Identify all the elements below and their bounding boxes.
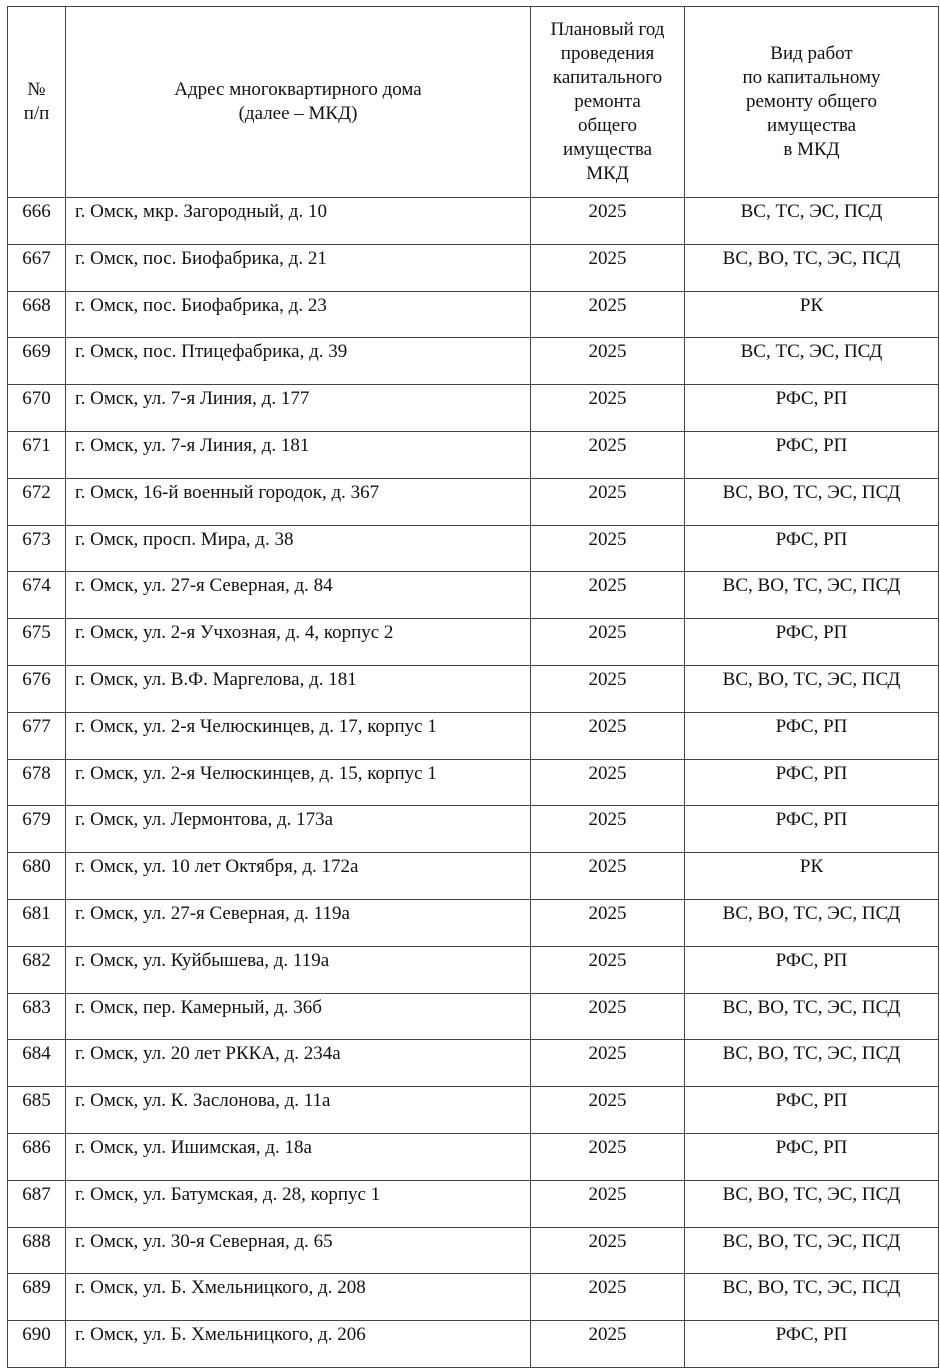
header-address	[66, 7, 531, 198]
row-number: 673	[8, 525, 66, 572]
row-planned-year: 2025	[531, 665, 685, 712]
row-address: г. Омск, ул. 2-я Челюскинцев, д. 15, корпус 1	[66, 759, 531, 806]
row-number: 689	[8, 1274, 66, 1321]
row-number: 670	[8, 385, 66, 432]
row-planned-year: 2025	[531, 853, 685, 900]
row-work-type: РК	[685, 291, 939, 338]
row-number: 687	[8, 1180, 66, 1227]
row-number: 681	[8, 899, 66, 946]
row-address: г. Омск, ул. Лермонтова, д. 173а	[66, 806, 531, 853]
table-row	[8, 853, 939, 900]
header-planned-year	[531, 7, 685, 198]
row-address: г. Омск, ул. 2-я Челюскинцев, д. 17, корпус 1	[66, 712, 531, 759]
row-address: г. Омск, ул. В.Ф. Маргелова, д. 181	[66, 665, 531, 712]
row-work-type: РФС, РП	[685, 759, 939, 806]
row-planned-year: 2025	[531, 478, 685, 525]
row-number: 671	[8, 431, 66, 478]
table-row	[8, 431, 939, 478]
header-line: МКД	[586, 163, 629, 184]
row-number: 666	[8, 198, 66, 245]
table-row	[8, 993, 939, 1040]
header-line: п/п	[23, 103, 50, 124]
row-work-type: РФС, РП	[685, 385, 939, 432]
row-planned-year: 2025	[531, 1274, 685, 1321]
capital-repair-table	[7, 6, 939, 1368]
row-work-type: РФС, РП	[685, 431, 939, 478]
row-number: 679	[8, 806, 66, 853]
row-address: г. Омск, ул. Куйбышева, д. 119а	[66, 946, 531, 993]
row-address: г. Омск, ул. Ишимская, д. 18а	[66, 1133, 531, 1180]
row-number: 684	[8, 1040, 66, 1087]
header-line: общего	[577, 115, 638, 136]
row-number: 672	[8, 478, 66, 525]
row-planned-year: 2025	[531, 244, 685, 291]
table-row	[8, 291, 939, 338]
row-work-type: ВС, ВО, ТС, ЭС, ПСД	[685, 1040, 939, 1087]
row-address: г. Омск, пер. Камерный, д. 36б	[66, 993, 531, 1040]
table-row	[8, 1321, 939, 1368]
header-line: имущества	[766, 115, 857, 136]
table-row	[8, 1274, 939, 1321]
table-row	[8, 619, 939, 666]
row-address: г. Омск, ул. 30-я Северная, д. 65	[66, 1227, 531, 1274]
row-planned-year: 2025	[531, 619, 685, 666]
row-address: г. Омск, ул. 7-я Линия, д. 181	[66, 431, 531, 478]
row-number: 690	[8, 1321, 66, 1368]
table-row	[8, 385, 939, 432]
table-row	[8, 946, 939, 993]
row-address: г. Омск, ул. 27-я Северная, д. 119а	[66, 899, 531, 946]
row-number: 680	[8, 853, 66, 900]
row-work-type: ВС, ВО, ТС, ЭС, ПСД	[685, 993, 939, 1040]
row-planned-year: 2025	[531, 525, 685, 572]
table-row	[8, 244, 939, 291]
header-line: Адрес многоквартирного дома	[174, 79, 422, 100]
row-address: г. Омск, ул. 20 лет РККА, д. 234а	[66, 1040, 531, 1087]
table-row	[8, 1227, 939, 1274]
header-line: №	[27, 79, 46, 100]
row-work-type: ВС, ВО, ТС, ЭС, ПСД	[685, 1227, 939, 1274]
row-work-type: ВС, ТС, ЭС, ПСД	[685, 198, 939, 245]
row-address: г. Омск, ул. 2-я Учхозная, д. 4, корпус 2	[66, 619, 531, 666]
row-address: г. Омск, пос. Биофабрика, д. 21	[66, 244, 531, 291]
header-line: (далее – МКД)	[238, 103, 358, 124]
row-work-type: ВС, ВО, ТС, ЭС, ПСД	[685, 1274, 939, 1321]
row-work-type: ВС, ВО, ТС, ЭС, ПСД	[685, 665, 939, 712]
row-work-type: РФС, РП	[685, 619, 939, 666]
row-number: 685	[8, 1087, 66, 1134]
row-work-type: ВС, ВО, ТС, ЭС, ПСД	[685, 478, 939, 525]
header-line: Плановый год	[550, 19, 665, 40]
table-row	[8, 338, 939, 385]
row-number: 675	[8, 619, 66, 666]
row-planned-year: 2025	[531, 1321, 685, 1368]
row-planned-year: 2025	[531, 198, 685, 245]
row-work-type: РФС, РП	[685, 712, 939, 759]
row-address: г. Омск, ул. Батумская, д. 28, корпус 1	[66, 1180, 531, 1227]
row-address: г. Омск, ул. 7-я Линия, д. 177	[66, 385, 531, 432]
table-row	[8, 665, 939, 712]
row-address: г. Омск, ул. 27-я Северная, д. 84	[66, 572, 531, 619]
row-work-type: РФС, РП	[685, 525, 939, 572]
row-planned-year: 2025	[531, 759, 685, 806]
row-work-type: ВС, ВО, ТС, ЭС, ПСД	[685, 244, 939, 291]
row-work-type: РК	[685, 853, 939, 900]
row-work-type: РФС, РП	[685, 1133, 939, 1180]
row-work-type: РФС, РП	[685, 1321, 939, 1368]
row-planned-year: 2025	[531, 1133, 685, 1180]
row-address: г. Омск, ул. Б. Хмельницкого, д. 206	[66, 1321, 531, 1368]
header-line: капитального	[552, 67, 663, 88]
row-planned-year: 2025	[531, 1040, 685, 1087]
table-row	[8, 198, 939, 245]
header-line: проведения	[560, 43, 655, 64]
row-number: 677	[8, 712, 66, 759]
row-number: 682	[8, 946, 66, 993]
row-number: 683	[8, 993, 66, 1040]
row-work-type: РФС, РП	[685, 946, 939, 993]
row-planned-year: 2025	[531, 1227, 685, 1274]
row-work-type: ВС, ВО, ТС, ЭС, ПСД	[685, 899, 939, 946]
header-line: ремонта	[574, 91, 641, 112]
row-planned-year: 2025	[531, 899, 685, 946]
table-row	[8, 712, 939, 759]
row-number: 668	[8, 291, 66, 338]
header-line: Вид работ	[770, 43, 853, 64]
row-number: 676	[8, 665, 66, 712]
row-planned-year: 2025	[531, 1180, 685, 1227]
table-row	[8, 1180, 939, 1227]
table-row	[8, 759, 939, 806]
row-address: г. Омск, ул. 10 лет Октября, д. 172а	[66, 853, 531, 900]
row-work-type: РФС, РП	[685, 806, 939, 853]
row-number: 678	[8, 759, 66, 806]
row-planned-year: 2025	[531, 291, 685, 338]
row-address: г. Омск, ул. К. Заслонова, д. 11а	[66, 1087, 531, 1134]
row-number: 674	[8, 572, 66, 619]
row-planned-year: 2025	[531, 385, 685, 432]
header-work-type	[685, 7, 939, 198]
row-address: г. Омск, ул. Б. Хмельницкого, д. 208	[66, 1274, 531, 1321]
table-row	[8, 806, 939, 853]
row-planned-year: 2025	[531, 572, 685, 619]
row-planned-year: 2025	[531, 946, 685, 993]
table-row	[8, 1087, 939, 1134]
row-work-type: ВС, ТС, ЭС, ПСД	[685, 338, 939, 385]
row-planned-year: 2025	[531, 1087, 685, 1134]
header-line: имущества	[562, 139, 653, 160]
table-row	[8, 899, 939, 946]
row-planned-year: 2025	[531, 712, 685, 759]
table-row	[8, 478, 939, 525]
header-number	[8, 7, 66, 198]
header-line: по капитальному	[742, 67, 881, 88]
row-work-type: ВС, ВО, ТС, ЭС, ПСД	[685, 1180, 939, 1227]
table-row	[8, 1133, 939, 1180]
table-body	[8, 198, 939, 1368]
table-row	[8, 572, 939, 619]
row-planned-year: 2025	[531, 806, 685, 853]
row-address: г. Омск, мкр. Загородный, д. 10	[66, 198, 531, 245]
table-row	[8, 525, 939, 572]
row-planned-year: 2025	[531, 338, 685, 385]
row-number: 688	[8, 1227, 66, 1274]
row-work-type: РФС, РП	[685, 1087, 939, 1134]
row-planned-year: 2025	[531, 993, 685, 1040]
table-header-row	[8, 7, 939, 198]
row-address: г. Омск, просп. Мира, д. 38	[66, 525, 531, 572]
row-address: г. Омск, пос. Птицефабрика, д. 39	[66, 338, 531, 385]
header-line: ремонту общего	[746, 91, 877, 112]
row-planned-year: 2025	[531, 431, 685, 478]
row-work-type: ВС, ВО, ТС, ЭС, ПСД	[685, 572, 939, 619]
table-row	[8, 1040, 939, 1087]
row-number: 667	[8, 244, 66, 291]
row-address: г. Омск, пос. Биофабрика, д. 23	[66, 291, 531, 338]
header-line: в МКД	[783, 139, 840, 160]
row-number: 686	[8, 1133, 66, 1180]
row-number: 669	[8, 338, 66, 385]
row-address: г. Омск, 16-й военный городок, д. 367	[66, 478, 531, 525]
